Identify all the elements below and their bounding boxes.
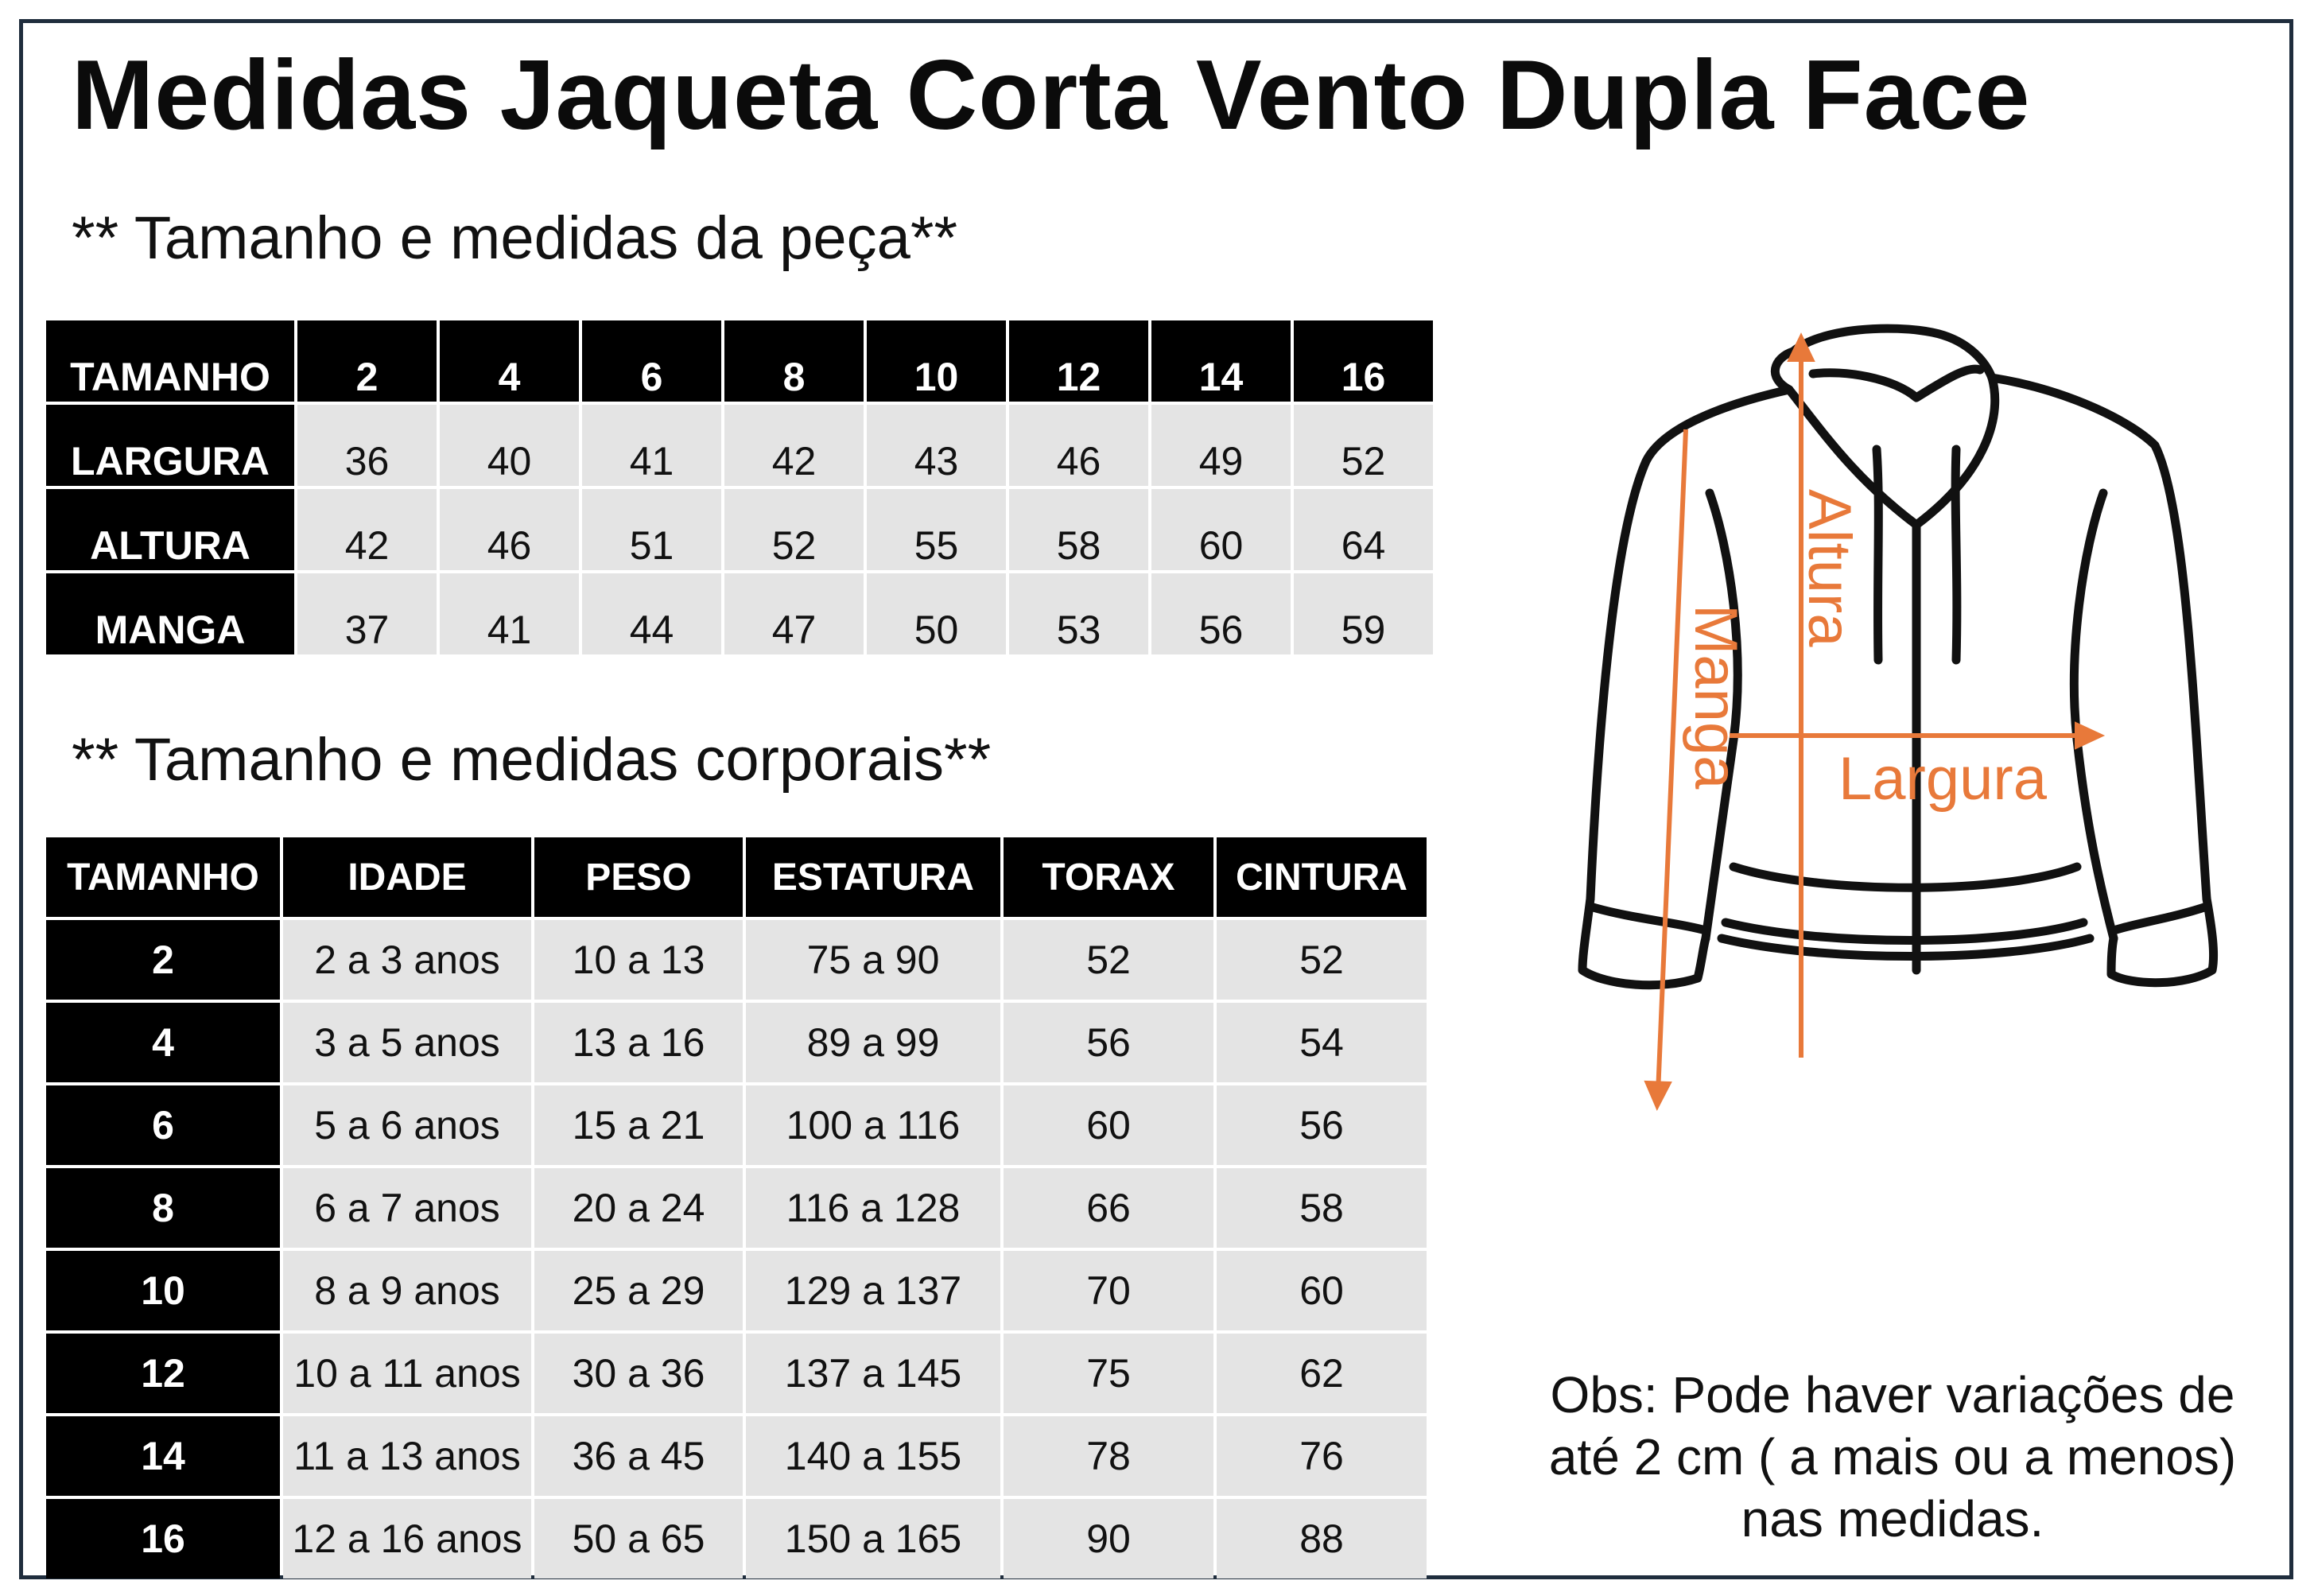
measurement-label: MANGA [46, 573, 294, 654]
size-header-cell: 8 [724, 320, 864, 402]
body-value: 88 [1217, 1499, 1427, 1579]
column-header: IDADE [283, 837, 531, 917]
manga-label: Manga [1682, 604, 1749, 790]
measurement-value: 43 [867, 405, 1006, 486]
measurement-value: 46 [440, 489, 579, 570]
body-row [46, 1499, 1427, 1579]
body-value: 54 [1217, 1003, 1427, 1082]
measurement-value: 37 [297, 573, 437, 654]
measurement-value: 41 [582, 405, 721, 486]
garment-measurements-table [43, 317, 1436, 658]
body-value: 62 [1217, 1334, 1427, 1413]
size-header-cell: 14 [1151, 320, 1291, 402]
body-value: 36 a 45 [534, 1416, 743, 1496]
body-value: 56 [1004, 1003, 1213, 1082]
body-value: 150 a 165 [746, 1499, 1000, 1579]
section1-heading: ** Tamanho e medidas da peça** [72, 204, 958, 272]
column-header: ESTATURA [746, 837, 1000, 917]
body-value: 52 [1004, 920, 1213, 1000]
measurement-value: 53 [1009, 573, 1148, 654]
body-value: 3 a 5 anos [283, 1003, 531, 1082]
measurement-value: 52 [724, 489, 864, 570]
measurement-value: 49 [1151, 405, 1291, 486]
section2-heading: ** Tamanho e medidas corporais** [72, 726, 992, 794]
body-value: 90 [1004, 1499, 1213, 1579]
measurement-value: 64 [1294, 489, 1433, 570]
size-label: 12 [46, 1334, 280, 1413]
body-value: 25 a 29 [534, 1251, 743, 1330]
body-value: 11 a 13 anos [283, 1416, 531, 1496]
body-value: 8 a 9 anos [283, 1251, 531, 1330]
body-value: 10 a 13 [534, 920, 743, 1000]
body-value: 10 a 11 anos [283, 1334, 531, 1413]
note-line-1: Obs: Pode haver variações de [1550, 1366, 2235, 1423]
measurement-value: 36 [297, 405, 437, 486]
note-line-3: nas medidas. [1741, 1490, 2044, 1547]
body-value: 6 a 7 anos [283, 1168, 531, 1248]
body-value: 76 [1217, 1416, 1427, 1496]
largura-arrow-head [2077, 725, 2099, 746]
size-header-cell: 10 [867, 320, 1006, 402]
body-value: 2 a 3 anos [283, 920, 531, 1000]
measurement-value: 46 [1009, 405, 1148, 486]
body-value: 100 a 116 [746, 1085, 1000, 1165]
size-header-cell: 2 [297, 320, 437, 402]
body-value: 15 a 21 [534, 1085, 743, 1165]
size-header-cell: 6 [582, 320, 721, 402]
measurement-value: 40 [440, 405, 579, 486]
body-value: 50 a 65 [534, 1499, 743, 1579]
manga-arrow [1658, 429, 1686, 1093]
body-value: 13 a 16 [534, 1003, 743, 1082]
measurement-value: 60 [1151, 489, 1291, 570]
body-value: 58 [1217, 1168, 1427, 1248]
column-header: TAMANHO [46, 837, 280, 917]
body-value: 78 [1004, 1416, 1213, 1496]
measurement-value: 59 [1294, 573, 1433, 654]
measurement-value: 56 [1151, 573, 1291, 654]
body-value: 70 [1004, 1251, 1213, 1330]
measurement-value: 42 [297, 489, 437, 570]
size-label: 8 [46, 1168, 280, 1248]
size-header-row [46, 320, 1433, 402]
measurement-value: 51 [582, 489, 721, 570]
body-row [46, 1168, 1427, 1248]
measurement-label: LARGURA [46, 405, 294, 486]
body-value: 75 [1004, 1334, 1213, 1413]
body-header-row [46, 837, 1427, 917]
body-value: 129 a 137 [746, 1251, 1000, 1330]
measurement-value: 50 [867, 573, 1006, 654]
observation-note [1511, 1364, 2274, 1550]
body-value: 66 [1004, 1168, 1213, 1248]
body-value: 89 a 99 [746, 1003, 1000, 1082]
manga-arrow-head [1648, 1083, 1668, 1105]
size-label: 10 [46, 1251, 280, 1330]
body-row [46, 1251, 1427, 1330]
largura-label: Largura [1838, 745, 2047, 813]
measurement-value: 44 [582, 573, 721, 654]
size-header-label: TAMANHO [46, 320, 294, 402]
body-value: 20 a 24 [534, 1168, 743, 1248]
body-row [46, 1416, 1427, 1496]
measurement-value: 47 [724, 573, 864, 654]
measurement-value: 42 [724, 405, 864, 486]
measurement-row [46, 405, 1433, 486]
body-row [46, 1085, 1427, 1165]
body-row [46, 1003, 1427, 1082]
measurement-row [46, 489, 1433, 570]
column-header: PESO [534, 837, 743, 917]
size-label: 6 [46, 1085, 280, 1165]
measurement-value: 41 [440, 573, 579, 654]
body-measurements-table [43, 834, 1430, 1582]
body-value: 56 [1217, 1085, 1427, 1165]
column-header: TORAX [1004, 837, 1213, 917]
note-line-2: até 2 cm ( a mais ou a menos) [1548, 1428, 2237, 1485]
altura-label: Altura [1796, 489, 1863, 647]
measurement-label: ALTURA [46, 489, 294, 570]
page-title: Medidas Jaqueta Corta Vento Dupla Face [72, 41, 2031, 150]
measurement-row [46, 573, 1433, 654]
size-label: 16 [46, 1499, 280, 1579]
body-value: 140 a 155 [746, 1416, 1000, 1496]
body-value: 12 a 16 anos [283, 1499, 531, 1579]
body-row [46, 1334, 1427, 1413]
body-value: 116 a 128 [746, 1168, 1000, 1248]
body-value: 60 [1217, 1251, 1427, 1330]
size-header-cell: 4 [440, 320, 579, 402]
measurement-value: 58 [1009, 489, 1148, 570]
body-value: 137 a 145 [746, 1334, 1000, 1413]
measurement-value: 55 [867, 489, 1006, 570]
body-value: 60 [1004, 1085, 1213, 1165]
body-value: 30 a 36 [534, 1334, 743, 1413]
body-row [46, 920, 1427, 1000]
size-label: 14 [46, 1416, 280, 1496]
size-label: 2 [46, 920, 280, 1000]
body-value: 52 [1217, 920, 1427, 1000]
body-value: 5 a 6 anos [283, 1085, 531, 1165]
body-value: 75 a 90 [746, 920, 1000, 1000]
column-header: CINTURA [1217, 837, 1427, 917]
measurement-value: 52 [1294, 405, 1433, 486]
size-header-cell: 16 [1294, 320, 1433, 402]
size-label: 4 [46, 1003, 280, 1082]
jacket-diagram [1559, 310, 2290, 1145]
size-header-cell: 12 [1009, 320, 1148, 402]
